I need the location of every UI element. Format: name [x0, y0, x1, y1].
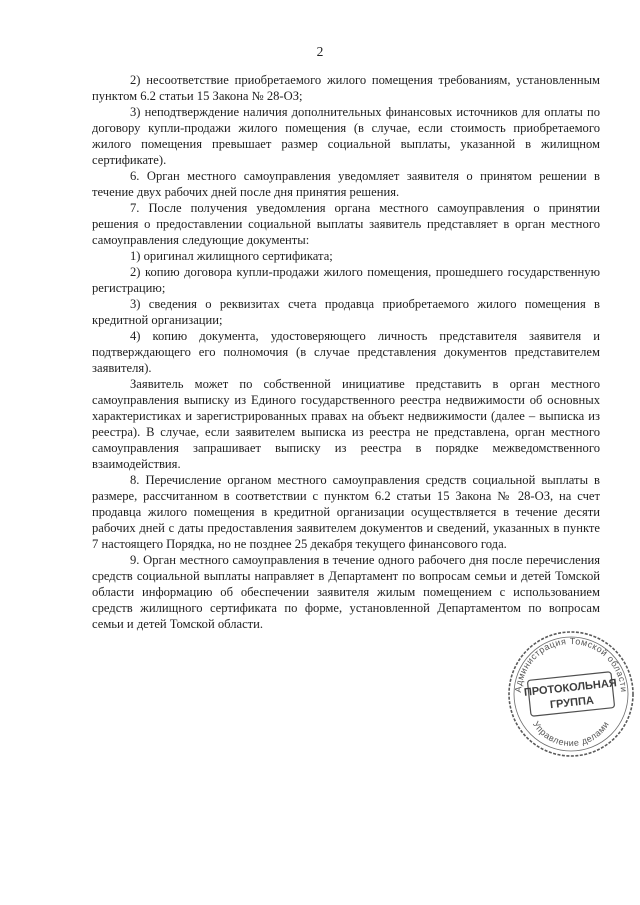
stamp-line2: ГРУППА [549, 694, 595, 712]
page-number: 2 [316, 44, 324, 59]
stamp-outer-top-text: Администрация Томской области [512, 635, 630, 693]
paragraph: 6. Орган местного самоуправления уведомляет заявителя о принятом решении в течение двух рабочих дней после дня принятия решения. [92, 169, 600, 199]
document-body [92, 72, 600, 632]
protocol-group-stamp [505, 628, 637, 760]
stamp-outer-bottom-text: Управление делами [530, 719, 612, 749]
stamp-seal [505, 628, 637, 760]
stamp-line1: ПРОТОКОЛЬНАЯ [523, 677, 618, 699]
paragraph: 8. Перечисление органом местного самоуправления средств социальной выплаты в размере, рассчитанном в соответствии с пунктом 6.2 статьи 15 Закона № 28-ОЗ, на счет продавца жилого помещения в кредитной организации осуществляется в течение десяти рабочих дней с даты предоставления заявителем документов и сведений, указанных в пункте 7 настоящего Порядка, но не позднее 25 декабря текущего финансового года. [92, 473, 600, 551]
paragraph: 3) неподтверждение наличия дополнительных финансовых источников для оплаты по договору купли-продажи жилого помещения (в случае, если стоимость приобретаемого жилого помещения превышает размер социальной выплаты, указанной в жилищном сертификате). [92, 105, 600, 167]
paragraph: 9. Орган местного самоуправления в течение одного рабочего дня после перечисления средств социальной выплаты направляет в Департамент по вопросам семьи и детей Томской области информацию об обеспечении заявителя жилым помещением с использованием средств жилищного сертификата по форме, установленной Департаментом по вопросам семьи и детей Томской области. [92, 553, 600, 631]
paragraph: 2) несоответствие приобретаемого жилого помещения требованиям, установленным пунктом 6.2 статьи 15 Закона № 28-ОЗ; [92, 73, 600, 103]
paragraph: 2) копию договора купли-продажи жилого помещения, прошедшего государственную регистрацию; [92, 265, 600, 295]
paragraph: 3) сведения о реквизитах счета продавца приобретаемого жилого помещения в кредитной организации; [92, 297, 600, 327]
paragraph: 7. После получения уведомления органа местного самоуправления о принятии решения о предоставлении социальной выплаты заявитель представляет в орган местного самоуправления следующие документы: [92, 201, 600, 247]
paragraph: 4) копию документа, удостоверяющего личность представителя заявителя и подтверждающего его полномочия (в случае представления документов представителем заявителя). [92, 329, 600, 375]
paragraph: 1) оригинал жилищного сертификата; [130, 249, 333, 263]
paragraph: Заявитель может по собственной инициативе представить в орган местного самоуправления выписку из Единого государственного реестра недвижимости об основных характеристиках и зарегистрированных правах на объект недвижимости (далее – выписка из реестра). В случае, если заявителем выписка из реестра не представлена, орган местного самоуправления запрашивает выписку из реестра в порядке межведомственного взаимодействия. [92, 377, 600, 471]
